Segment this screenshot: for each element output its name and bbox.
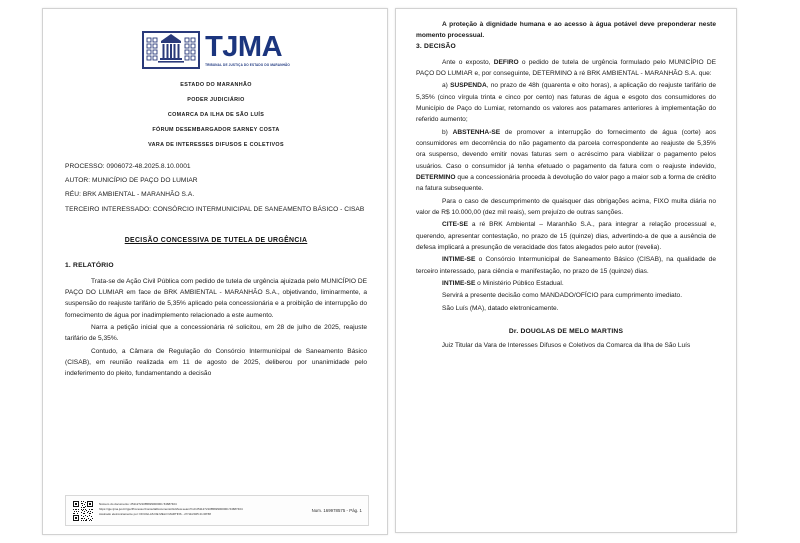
page-2-content	[396, 9, 736, 532]
signature-block	[416, 328, 716, 351]
decision-body	[416, 57, 716, 314]
signatory-role: Juiz Titular da Vara de Interesses Difusos e Coletivos da Comarca da Ilha de São Luís	[441, 341, 691, 349]
page-1-content	[43, 9, 387, 534]
tjma-wordmark	[205, 30, 290, 68]
tjma-wordmark-subtitle: TRIBUNAL DE JUSTIÇA DO ESTADO DO MARANHÃO	[205, 62, 290, 68]
courthouse-crest-icon	[142, 31, 200, 69]
section-heading-relatorio: 1. RELATÓRIO	[65, 261, 114, 269]
paragraph-relatorio-3: Contudo, a Câmara de Regulação do Consórcio Intermunicipal de Saneamento Básico (CISAB), em reunião realizada em 11 de agosto de 2025, deliberou por unanimidade pelo indeferimento do pleito, fundamentando a decisão	[65, 347, 367, 378]
letterhead-line-comarca: COMARCA DA ILHA DE SÃO LUÍS	[167, 111, 265, 118]
stamp-text-block	[99, 503, 304, 517]
paragraph-item-a: a) SUSPENDA, no prazo de 48h (quarenta e oito horas), a aplicação do reajuste tarifário de 5,35% (cinco vírgula trinta e cinco por cento) nas faturas de água e esgoto dos consumidores do Município de Paço do Lumiar, retornando os valores aos patamares anteriores à implementação do referido aumento;	[416, 82, 716, 124]
paragraph-intime-cisab: INTIME-SE o Consórcio Intermunicipal de Saneamento Básico (CISAB), na qualidade de terceiro interessado, para ciência e manifestação, no prazo de 15 (quinze) dias.	[416, 256, 716, 275]
paragraph-relatorio-1: Trata-se de Ação Civil Pública com pedido de tutela de urgência ajuizada pelo MUNICÍPIO DE PAÇO DO LUMIAR em face de BRK AMBIENTAL - MARANHÃO S.A., objetivando, liminarmente, a suspensão do reajuste tarifário de 5,35% aplicado pela concessionária e a proibição de interrupção do fornecimento de água por inadimplemento relacionado a este aumento.	[65, 277, 367, 319]
stamp-verification-url: https://pje.tjma.jus.br/pje/Processo/ConsultaDocumento/listView.seam?nd=25112721085829000001 54687404	[99, 508, 243, 512]
paragraph-mandado-oficio: Servirá a presente decisão como MANDADO/OFÍCIO para cumprimento imediato.	[442, 292, 683, 300]
page-1-footer-stamp	[65, 495, 369, 526]
letterhead	[65, 19, 367, 149]
document-page-2[interactable]	[395, 8, 737, 533]
paragraph-intime-mp: INTIME-SE o Ministério Público Estadual.	[442, 279, 564, 287]
case-number: PROCESSO: 0906072-48.2025.8.10.0001	[65, 162, 191, 170]
letterhead-line-estado: ESTADO DO MARANHÃO	[180, 82, 252, 88]
stamp-document-number: Número do documento: 25112721085829000001 54687404	[99, 503, 177, 507]
paragraph-relatorio-2: Narra a petição inicial que a concessionária ré solicitou, em 28 de julho de 2025, reajuste tarifário de 5,35%.	[65, 324, 367, 343]
document-page-1[interactable]	[42, 8, 388, 535]
tjma-logo	[65, 31, 367, 69]
stamp-page-number: Num. 169978575 - Pág. 1	[311, 508, 362, 513]
letterhead-line-forum: FÓRUM DESEMBARGADOR SARNEY COSTA	[152, 126, 280, 133]
paragraph-local-data: São Luís (MA), datado eletronicamente.	[442, 304, 559, 312]
case-third-party: TERCEIRO INTERESSADO: CONSÓRCIO INTERMUNICIPAL DE SANEAMENTO BÁSICO - CISAB	[65, 205, 365, 213]
page-title: DECISÃO CONCESSIVA DE TUTELA DE URGÊNCIA	[124, 236, 308, 244]
case-metadata	[65, 163, 367, 215]
section-heading-decisao: 3. DECISÃO	[416, 42, 456, 50]
paragraph-deferimento: Ante o exposto, DEFIRO o pedido de tutela de urgência formulado pelo MUNICÍPIO DE PAÇO DO LUMIAR e, por conseguinte, DETERMINO à ré BRK AMBIENTAL - MARANHÃO S.A. que:	[416, 58, 716, 77]
paragraph-cite-se: CITE-SE a ré BRK Ambiental – Maranhão S.A., para integrar a relação processual e, querendo, apresentar contestação, no prazo de 15 (quinze) dias, advertindo-a de que a ausência de defesa implicará a presunção de veracidade dos fatos alegados pelo autor (revelia).	[416, 221, 716, 251]
stamp-signed-by: Assinado eletronicamente por: DOUGLAS DE MELO MARTINS - 27/11/2025 21:08:58	[99, 512, 211, 516]
qr-code-icon	[72, 500, 94, 522]
case-plaintiff: AUTOR: MUNICÍPIO DE PAÇO DO LUMIAR	[65, 177, 198, 185]
case-defendant: RÉU: BRK AMBIENTAL - MARANHÃO S.A.	[65, 191, 195, 199]
letterhead-line-poder: PODER JUDICIÁRIO	[187, 96, 245, 103]
paragraph-multa: Para o caso de descumprimento de quaisquer das obrigações acima, FIXO multa diária no valor de R$ 10.000,00 (dez mil reais), sem prejuízo de outras sanções.	[416, 197, 716, 216]
paragraph-item-b: b) ABSTENHA-SE de promover a interrupção do fornecimento de água (corte) aos consumidores em decorrência do não pagamento da parcela correspondente ao reajuste de 5,35% ora suspenso, devendo emitir novas faturas sem o acréscimo para viabilizar o pagamento pelos usuários. Caso o consumidor já tenha efetuado o pagamento da fatura com o reajuste indevido, DETERMINO que a concessionária proceda à devolução do valor pago a maior sob a forma de crédito na fatura subsequente.	[416, 128, 717, 193]
tjma-wordmark-text: TJMA	[205, 30, 283, 63]
paragraph-lead-dignidade: A proteção à dignidade humana e ao acesso à água potável deve preponderar neste momento processual.	[416, 21, 716, 40]
letterhead-line-vara: VARA DE INTERESSES DIFUSOS E COLETIVOS	[148, 141, 284, 148]
signatory-name: Dr. DOUGLAS DE MELO MARTINS	[508, 327, 624, 335]
